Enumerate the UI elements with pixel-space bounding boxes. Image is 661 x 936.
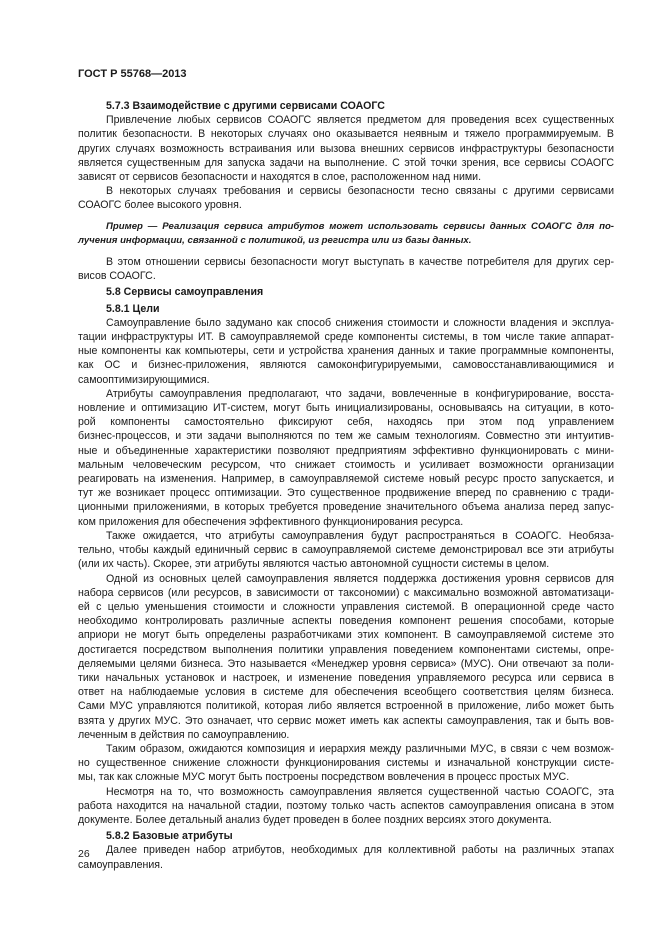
text-line: работа находится на начальной стадии, поэтому только часть аспектов самоуправления описана в этом — [78, 799, 614, 812]
text-line: достигается посредством выполнения политики управления поведением компонентами системы, опре- — [78, 643, 614, 656]
text-line: тельно, чтобы каждый единичный сервис в самоуправляемой системе демонстрировал все эти атрибуты — [78, 544, 614, 557]
text-line: мы, так как сложные МУС могут быть построены посредством вовлечения в процесс простых МУС. — [78, 771, 570, 784]
document-body — [78, 97, 614, 872]
text-line: Привлечение любых сервисов СОАОГС является предметом для проведения всех существенных — [106, 114, 614, 127]
text-line: самоуправления. — [78, 858, 163, 871]
text-line: ответ на наблюдаемые условия в системе для обеспечения всеобщего соответствия целям бизнеса. — [78, 686, 614, 699]
paragraph — [78, 572, 614, 742]
text-line: Пример — Реализация сервиса атрибутов может использовать сервисы данных СОАОГС для по- — [106, 220, 614, 232]
text-line: Самоуправление было задумано как способ снижения стоимости и сложности владения и эксплуа- — [106, 316, 614, 329]
text-line: самооптимизирующимися. — [78, 373, 210, 386]
text-line: Несмотря на то, что возможность самоуправления является существенной частью СОАОГС, эта — [106, 785, 614, 798]
heading-text: 5.8 Сервисы самоуправления — [106, 286, 264, 299]
heading-text: 5.8.2 Базовые атрибуты — [106, 830, 233, 843]
example-note — [78, 220, 614, 248]
section-heading — [78, 829, 614, 843]
text-line: как ОС и бизнес-приложения, являются самоконфигурируемыми, самовосстанавливающимися и — [78, 359, 614, 372]
text-line: Таким образом, ожидаются композиция и иерархия между различными МУС, в связи с чем возмож- — [106, 742, 614, 755]
text-line: деляемыми целями бизнеса. Это называется «Менеджер уровня сервиса» (МУС). Они отвечают за поли- — [78, 657, 614, 670]
text-line: Сами МУС управляются политикой, которая либо является встроенной в приложение, либо может быть — [78, 700, 614, 713]
text-line: является существенным для запуска задачи на выполнение. С этой точки зрения, все сервисы СОАОГС — [78, 156, 614, 169]
text-line: В этом отношении сервисы безопасности могут выступать в качестве потребителя для других сер- — [106, 256, 614, 269]
text-line: других случаях возможность встраивания или вызова внешних сервисов инфраструктуры безопасности — [78, 142, 614, 155]
paragraph — [78, 742, 614, 785]
text-line: СОАОГС более высокого уровня. — [78, 199, 242, 212]
paragraph — [78, 113, 614, 184]
paragraph — [78, 255, 614, 283]
text-line: ные и объединенные характеристики позволяют предприятиям эффективно функционировать с мини- — [78, 444, 614, 457]
text-line: ком приложения для обеспечения эффективного функционирования ресурса. — [78, 515, 464, 528]
paragraph — [78, 843, 614, 871]
text-line: ционными приложениями, в которых требуется проведение значительного объема анализа перед запус- — [78, 501, 614, 514]
paragraph — [78, 316, 614, 387]
text-line: набора сервисов (или ресурсов, в зависимости от таксономии) с максимально возможной автоматизаци- — [78, 586, 614, 599]
text-line: висов СОАОГС. — [78, 270, 156, 283]
text-line: зависят от сервисов безопасности и находятся в слое, расположенном над ними. — [78, 171, 482, 184]
heading-text: 5.8.1 Цели — [106, 302, 160, 315]
text-line: тут же возникает процесс оптимизации. Это существенное продвижение вперед по сравнению с тради- — [78, 487, 614, 500]
text-line: лучения информации, связанной с политикой, из регистра или из базы данных. — [78, 234, 472, 246]
text-line: тации инфраструктуры ИТ. В самоуправляемой среде компоненты системы, в том числе такие аппарат- — [78, 331, 614, 344]
text-line: леченным в действия по самоуправлению. — [78, 728, 290, 741]
text-line: априори не могут быть определены разработчиками этих компонент. В самоуправляемой системе это — [78, 629, 614, 642]
text-line: реагировать на изменения. Например, в самоуправляемой системе новый ресурс просто запускается, и — [78, 473, 614, 486]
heading-text: 5.7.3 Взаимодействие с другими сервисами СОАОГС — [106, 100, 385, 112]
text-line: В некоторых случаях требования и сервисы безопасности тесно связаны с другими сервисами — [106, 185, 614, 198]
text-line: политик безопасности. В некоторых случаях оно оказывается неявным и тяжело программируемым. В — [78, 128, 614, 141]
text-line: ные компоненты как компьютеры, сети и устройства хранения данных и такие программные компоненты, — [78, 345, 614, 358]
text-line: Одной из основных целей самоуправления является поддержка достижения уровня сервисов для — [106, 572, 614, 585]
paragraph — [78, 387, 614, 529]
text-line: Атрибуты самоуправления предполагают, что задачи, вовлеченные в конфигурирование, восста- — [106, 387, 614, 400]
running-header: ГОСТ Р 55768—2013 — [78, 68, 187, 80]
text-line: документе. Более детальный анализ будет проведен в более поздних версиях этого документа. — [78, 813, 552, 826]
section-heading — [78, 302, 614, 316]
paragraph — [78, 529, 614, 572]
text-line: ей с целью уменьшения стоимости и сложности управления системой. В операционной среде часто — [78, 600, 614, 613]
text-line: но существенное снижение сложности функционирования системы и изначальной конструкции систе- — [78, 757, 614, 770]
section-heading — [78, 285, 614, 299]
text-line: Также ожидается, что атрибуты самоуправления будут распространяться в СОАОГС. Необяза- — [106, 529, 614, 542]
text-line: (или их часть). Скорее, эти атрибуты являются частью автономной сущности системы в целом. — [78, 558, 550, 571]
text-line: рой компоненты самостоятельно фиксируют себя, находясь при этом под управлением — [78, 416, 614, 429]
text-line: Далее приведен набор атрибутов, необходимых для коллективной работы на различных этапах — [106, 844, 614, 857]
paragraph — [78, 184, 614, 212]
section-heading — [78, 99, 614, 113]
text-line: новление и оптимизацию ИТ-систем, могут быть инициализированы, основываясь на ситуации, в кото- — [78, 402, 614, 415]
text-line: бизнес-процессов, и эти задачи выполняются по тем же самым технологиям. Совместно эти интуитив- — [78, 430, 614, 443]
page-number: 26 — [78, 848, 90, 860]
paragraph — [78, 785, 614, 828]
text-line: тики начальных установок и настроек, и изменение поведения управляемого ресурса или сервиса в — [78, 671, 614, 684]
text-line: необходимо контролировать различные аспекты поведения компонент решения способами, которые — [78, 615, 614, 628]
text-line: взята у других МУС. Это означает, что сервис может иметь как аспекты самоуправления, так и быть вов- — [78, 714, 614, 727]
text-line: мальным человеческим ресурсом, что снижает стоимость и усиливает возможности организации — [78, 458, 614, 471]
